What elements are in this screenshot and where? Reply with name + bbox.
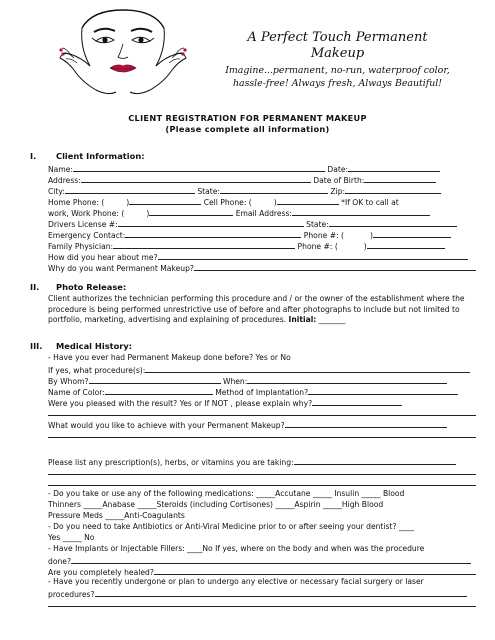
physician-field[interactable] <box>113 240 295 249</box>
form-subheading: (Please complete all information) <box>165 124 330 134</box>
state-field[interactable] <box>220 185 328 194</box>
meds-line-a: - Do you take or use any of the following medications: _____Accutane _____ Insulin _____ Blood <box>48 489 405 498</box>
section-2-label: Photo Release: <box>56 282 127 292</box>
physician-row: Family Physician: Phone #: ( ) <box>48 240 476 252</box>
q-before: - Have you ever had Permanent Makeup done before? Yes or No <box>48 353 291 362</box>
home-phone-label: Home Phone: ( <box>48 198 105 207</box>
date-label: Date: <box>327 165 349 174</box>
prescriptions-field[interactable] <box>294 456 456 465</box>
method-label: Method of Implantation? <box>215 388 309 397</box>
date-field[interactable] <box>348 163 440 172</box>
color-field[interactable] <box>105 386 213 395</box>
city-field[interactable] <box>65 185 195 194</box>
why-field[interactable] <box>194 262 476 271</box>
city-label: City: <box>48 187 65 196</box>
license-field[interactable] <box>118 218 304 227</box>
pleased-row <box>48 397 476 409</box>
photo-release-body: Client authorizes the technician performing this procedure and / or the owner of the establishment where the procedure is being performed unrestrictive use of before and after photographs to include but not limited to portfolio, marketing, advertising and explaining of procedures. <box>48 294 465 324</box>
physician-phone-label: Phone #: ( <box>297 242 338 251</box>
procedures-field[interactable] <box>145 364 470 373</box>
achieve-label: What would you like to achieve with your Permanent Makeup? <box>48 421 285 430</box>
work-email-row: work, Work Phone: ( ) Email Address: <box>48 207 476 219</box>
achieve-field[interactable] <box>285 419 447 428</box>
dob-field[interactable] <box>364 174 436 183</box>
emergency-phone-field[interactable] <box>373 229 451 238</box>
prescriptions-extra-line-2[interactable] <box>48 485 476 486</box>
photo-release-text <box>48 294 476 326</box>
home-phone-field[interactable] <box>129 196 201 205</box>
healed-label: Are you completely healed? <box>48 568 154 577</box>
section-1-title <box>30 151 145 161</box>
address-field[interactable] <box>81 174 311 183</box>
business-title-block <box>205 30 470 90</box>
business-title-line1: A Perfect Touch Permanent <box>247 30 428 45</box>
face-hands-logo <box>52 8 194 96</box>
procedures-final-field[interactable] <box>95 588 467 597</box>
emergency-phone-label: Phone #: ( <box>303 231 345 240</box>
ok-call-note: *If OK to call at <box>341 198 399 207</box>
procedures-label: If yes, what procedure(s): <box>48 366 146 375</box>
achieve-row <box>48 419 476 431</box>
section-2-number: II. <box>30 282 40 292</box>
surgery-question: - Have you recently undergone or plan to undergo any elective or necessary facial surgery or laser <box>48 577 424 586</box>
method-field[interactable] <box>308 386 458 395</box>
license-state-field[interactable] <box>329 218 457 227</box>
by-whom-label: By Whom? <box>48 377 89 386</box>
section-3-title <box>30 341 132 351</box>
emergency-field[interactable] <box>125 229 301 238</box>
zip-field[interactable] <box>345 185 441 194</box>
tagline-line1: Imagine...permanent, no-run, waterproof color, <box>225 65 450 76</box>
cell-phone-field[interactable] <box>277 196 339 205</box>
antibiotics-yes-no: Yes _____ No <box>48 533 95 542</box>
address-label: Address: <box>48 176 81 185</box>
healed-field[interactable] <box>154 566 476 575</box>
physician-label: Family Physician: <box>48 242 114 251</box>
emergency-label: Emergency Contact: <box>48 231 126 240</box>
section-2-title <box>30 282 126 292</box>
section-1-number: I. <box>30 151 37 161</box>
prescriptions-row <box>48 456 476 468</box>
done-label: done? <box>48 557 71 566</box>
meds-line-b: Thinners _____Anabase _____Steroids (including Cortisones) _____Aspirin _____High Blood <box>48 500 384 509</box>
email-field[interactable] <box>292 207 430 216</box>
work-phone-label: work, Work Phone: ( <box>48 209 125 218</box>
pleased-label: Were you pleased with the result? Yes or If NOT , please explain why? <box>48 399 313 408</box>
initial-field[interactable]: _______ <box>318 315 346 324</box>
physician-phone-field[interactable] <box>367 240 445 249</box>
emergency-row: Emergency Contact: Phone #: ( ) <box>48 229 476 241</box>
implants-question: - Have Implants or Injectable Fillers: ____No If yes, where on the body and when was the procedure <box>48 544 425 553</box>
email-label: Email Address: <box>235 209 292 218</box>
prescriptions-label: Please list any prescription(s), herbs, or vitamins you are taking: <box>48 458 294 467</box>
color-label: Name of Color: <box>48 388 105 397</box>
hear-label: How did you hear about me? <box>48 253 158 262</box>
procedures-final-row <box>48 588 476 600</box>
name-label: Name: <box>48 165 73 174</box>
by-whom-field[interactable] <box>89 375 221 384</box>
license-state-label: State: <box>306 220 329 229</box>
section-3-number: III. <box>30 341 43 351</box>
prescriptions-extra-line-1[interactable] <box>48 474 476 475</box>
final-extra-line[interactable] <box>48 606 476 607</box>
phones-row: Home Phone: ( ) Cell Phone: ( ) *If OK to call at <box>48 198 399 207</box>
why-row <box>48 262 476 274</box>
hear-field[interactable] <box>158 251 468 260</box>
work-phone-field[interactable] <box>149 207 233 216</box>
form-heading: CLIENT REGISTRATION FOR PERMANENT MAKEUP <box>128 113 367 123</box>
section-3-label: Medical History: <box>56 341 133 351</box>
state-label: State: <box>197 187 220 196</box>
business-title-line2: Makeup <box>310 46 365 61</box>
dob-label: Date of Birth: <box>313 176 365 185</box>
done-field[interactable] <box>71 555 471 564</box>
achieve-extra-line[interactable] <box>48 437 476 438</box>
why-label: Why do you want Permanent Makeup? <box>48 264 194 273</box>
procedures-final-label: procedures? <box>48 590 95 599</box>
pleased-field[interactable] <box>312 397 402 406</box>
pleased-extra-line[interactable] <box>48 415 476 416</box>
meds-line-c: Pressure Meds _____Anti-Coagulants <box>48 511 185 520</box>
tagline-line2: hassle-free! Always fresh, Always Beautiful! <box>232 77 443 89</box>
cell-phone-label: Cell Phone: ( <box>203 198 252 207</box>
section-1-label: Client Information: <box>56 151 145 161</box>
name-field[interactable] <box>73 163 325 172</box>
zip-label: Zip: <box>330 187 346 196</box>
antibiotics-question: - Do you need to take Antibiotics or Anti-Viral Medicine prior to or after seeing your dentist? ____ <box>48 522 415 531</box>
when-field[interactable] <box>247 375 447 384</box>
when-label: When: <box>222 377 248 386</box>
license-label: Drivers License #: <box>48 220 118 229</box>
initial-label: Initial: <box>288 315 317 324</box>
